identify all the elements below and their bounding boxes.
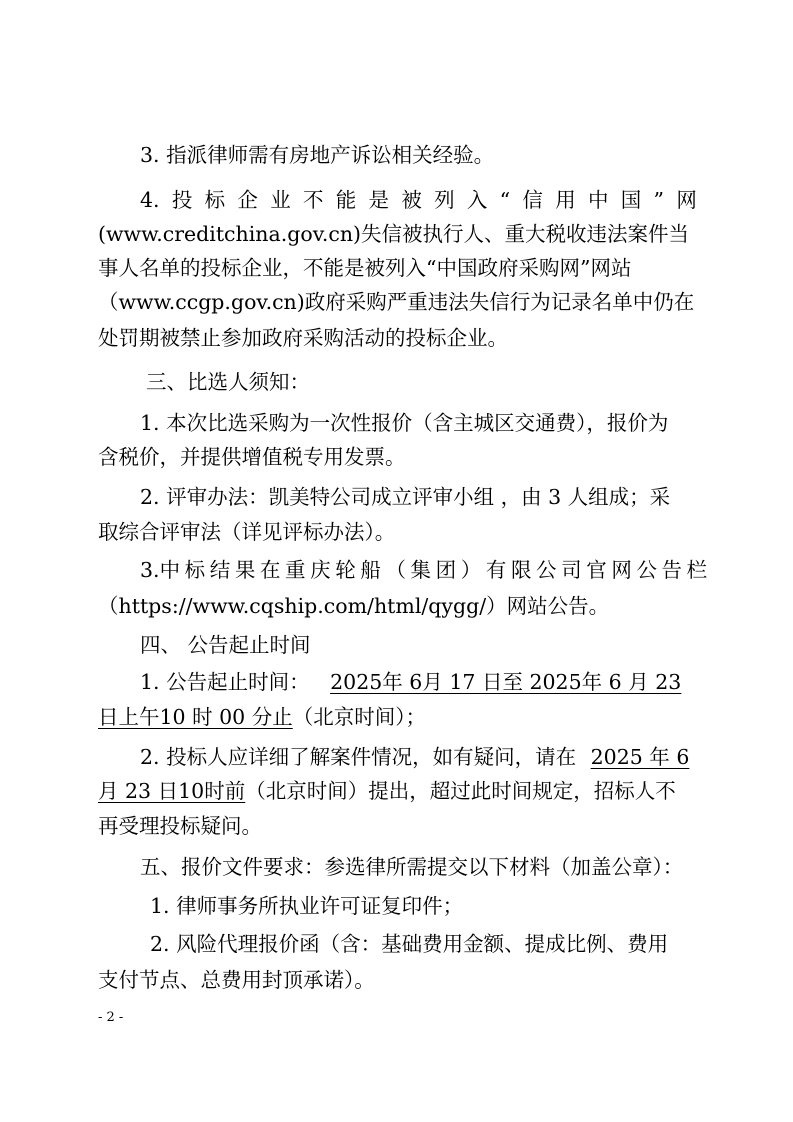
item-4-token: 业 [270,188,291,212]
item-4-token: 列 [434,188,455,212]
announcement-period-dates: 2025年 6月 17 日至 2025年 6 月 23 [330,670,682,694]
section-3-heading: 三、比选人须知： [146,370,310,394]
s5-item-1: 1. 律师事务所执业许可证复印件； [150,894,464,918]
s3-item-2-line-2: 取综合评审法（详见评标办法）。 [98,520,396,544]
s4-item-2-line-1 [140,743,689,771]
item-4-token: 入 [466,188,488,212]
s4-item-1-line-2 [98,703,426,731]
s4-item-2-text: 2. 投标人应详细了解案件情况，如有疑问，请在 [140,745,577,769]
item-4-token: 国 [620,188,642,212]
s3-item-1-line-2: 含税价，并提供增值税专用发票。 [98,445,406,469]
s4-item-2-line-2 [98,777,676,805]
s3-item-3-number: 3. [140,558,160,582]
item-4-line-2: (www.creditchina.gov.cn)失信被执行人、重大税收违法案件当 [98,222,690,246]
item-4-token: 被 [401,188,422,212]
s4-item-2-line-3: 再受理投标疑问。 [98,814,262,838]
s3-item-3-line-2: （https://www.cqship.com/html/qygg/）网站公告。 [98,594,610,618]
s4-item-2-rest: （北京时间）提出，超过此时间规定，招标人不 [245,779,676,803]
inquiry-deadline-time: 月 23 日10时前 [98,779,246,803]
item-4-token: 不 [302,188,324,212]
item-4-token: 信 [522,188,543,212]
item-4-line-1 [140,186,697,214]
s5-item-2-line-1: 2. 风险代理报价函（含：基础费用金额、提成比例、费用 [150,932,669,956]
item-3: 3. 指派律师需有房地产诉讼相关经验。 [140,143,495,167]
s5-item-2-line-2: 支付节点、总费用封顶承诺）。 [98,968,375,992]
item-4-token: 投 [171,188,193,212]
item-4-line-5: 处罚期被禁止参加政府采购活动的投标企业。 [98,326,508,350]
item-4-token: 4. [140,188,160,212]
s3-item-3-text: 中标结果在重庆轮船（集团）有限公司官网公告栏 [159,558,712,582]
item-4-token: 企 [237,188,258,212]
item-4-token: 网 [676,188,697,212]
section-5-heading: 五、报价文件要求：参选律所需提交以下材料（加盖公章）： [140,855,684,879]
page-number: - 2 - [98,1010,124,1025]
item-4-token: 能 [335,188,357,212]
item-4-line-3: 事人名单的投标企业，不能是被列入“中国政府采购网”网站 [98,256,632,280]
s3-item-3-line-1 [140,556,712,584]
item-4-line-4: （www.ccgp.gov.cn)政府采购严重违法失信行为记录名单中仍在 [98,290,695,314]
announcement-end-time: 日上午10 时 00 分止 [98,705,293,729]
s4-item-1-line-1 [140,668,681,696]
s3-item-1-line-1: 1. 本次比选采购为一次性报价（含主城区交通费），报价为 [140,411,669,435]
item-4-token: 中 [587,188,609,212]
item-4-token: 是 [368,188,390,212]
inquiry-deadline-date: 2025 年 6 [590,745,690,769]
item-4-token: 用 [555,188,576,212]
section-4-heading: 四、 公告起止时间 [140,633,311,657]
item-4-token: ” [653,188,665,212]
item-4-token: “ [499,188,511,212]
item-4-token: 标 [204,188,226,212]
timezone-note: （北京时间）； [292,705,426,729]
s3-item-2-line-1: 2. 评审办法：凯美特公司成立评审小组 ，由 3 人组成；采 [140,485,671,509]
s4-item-1-label: 1. 公告起止时间： [140,670,310,694]
